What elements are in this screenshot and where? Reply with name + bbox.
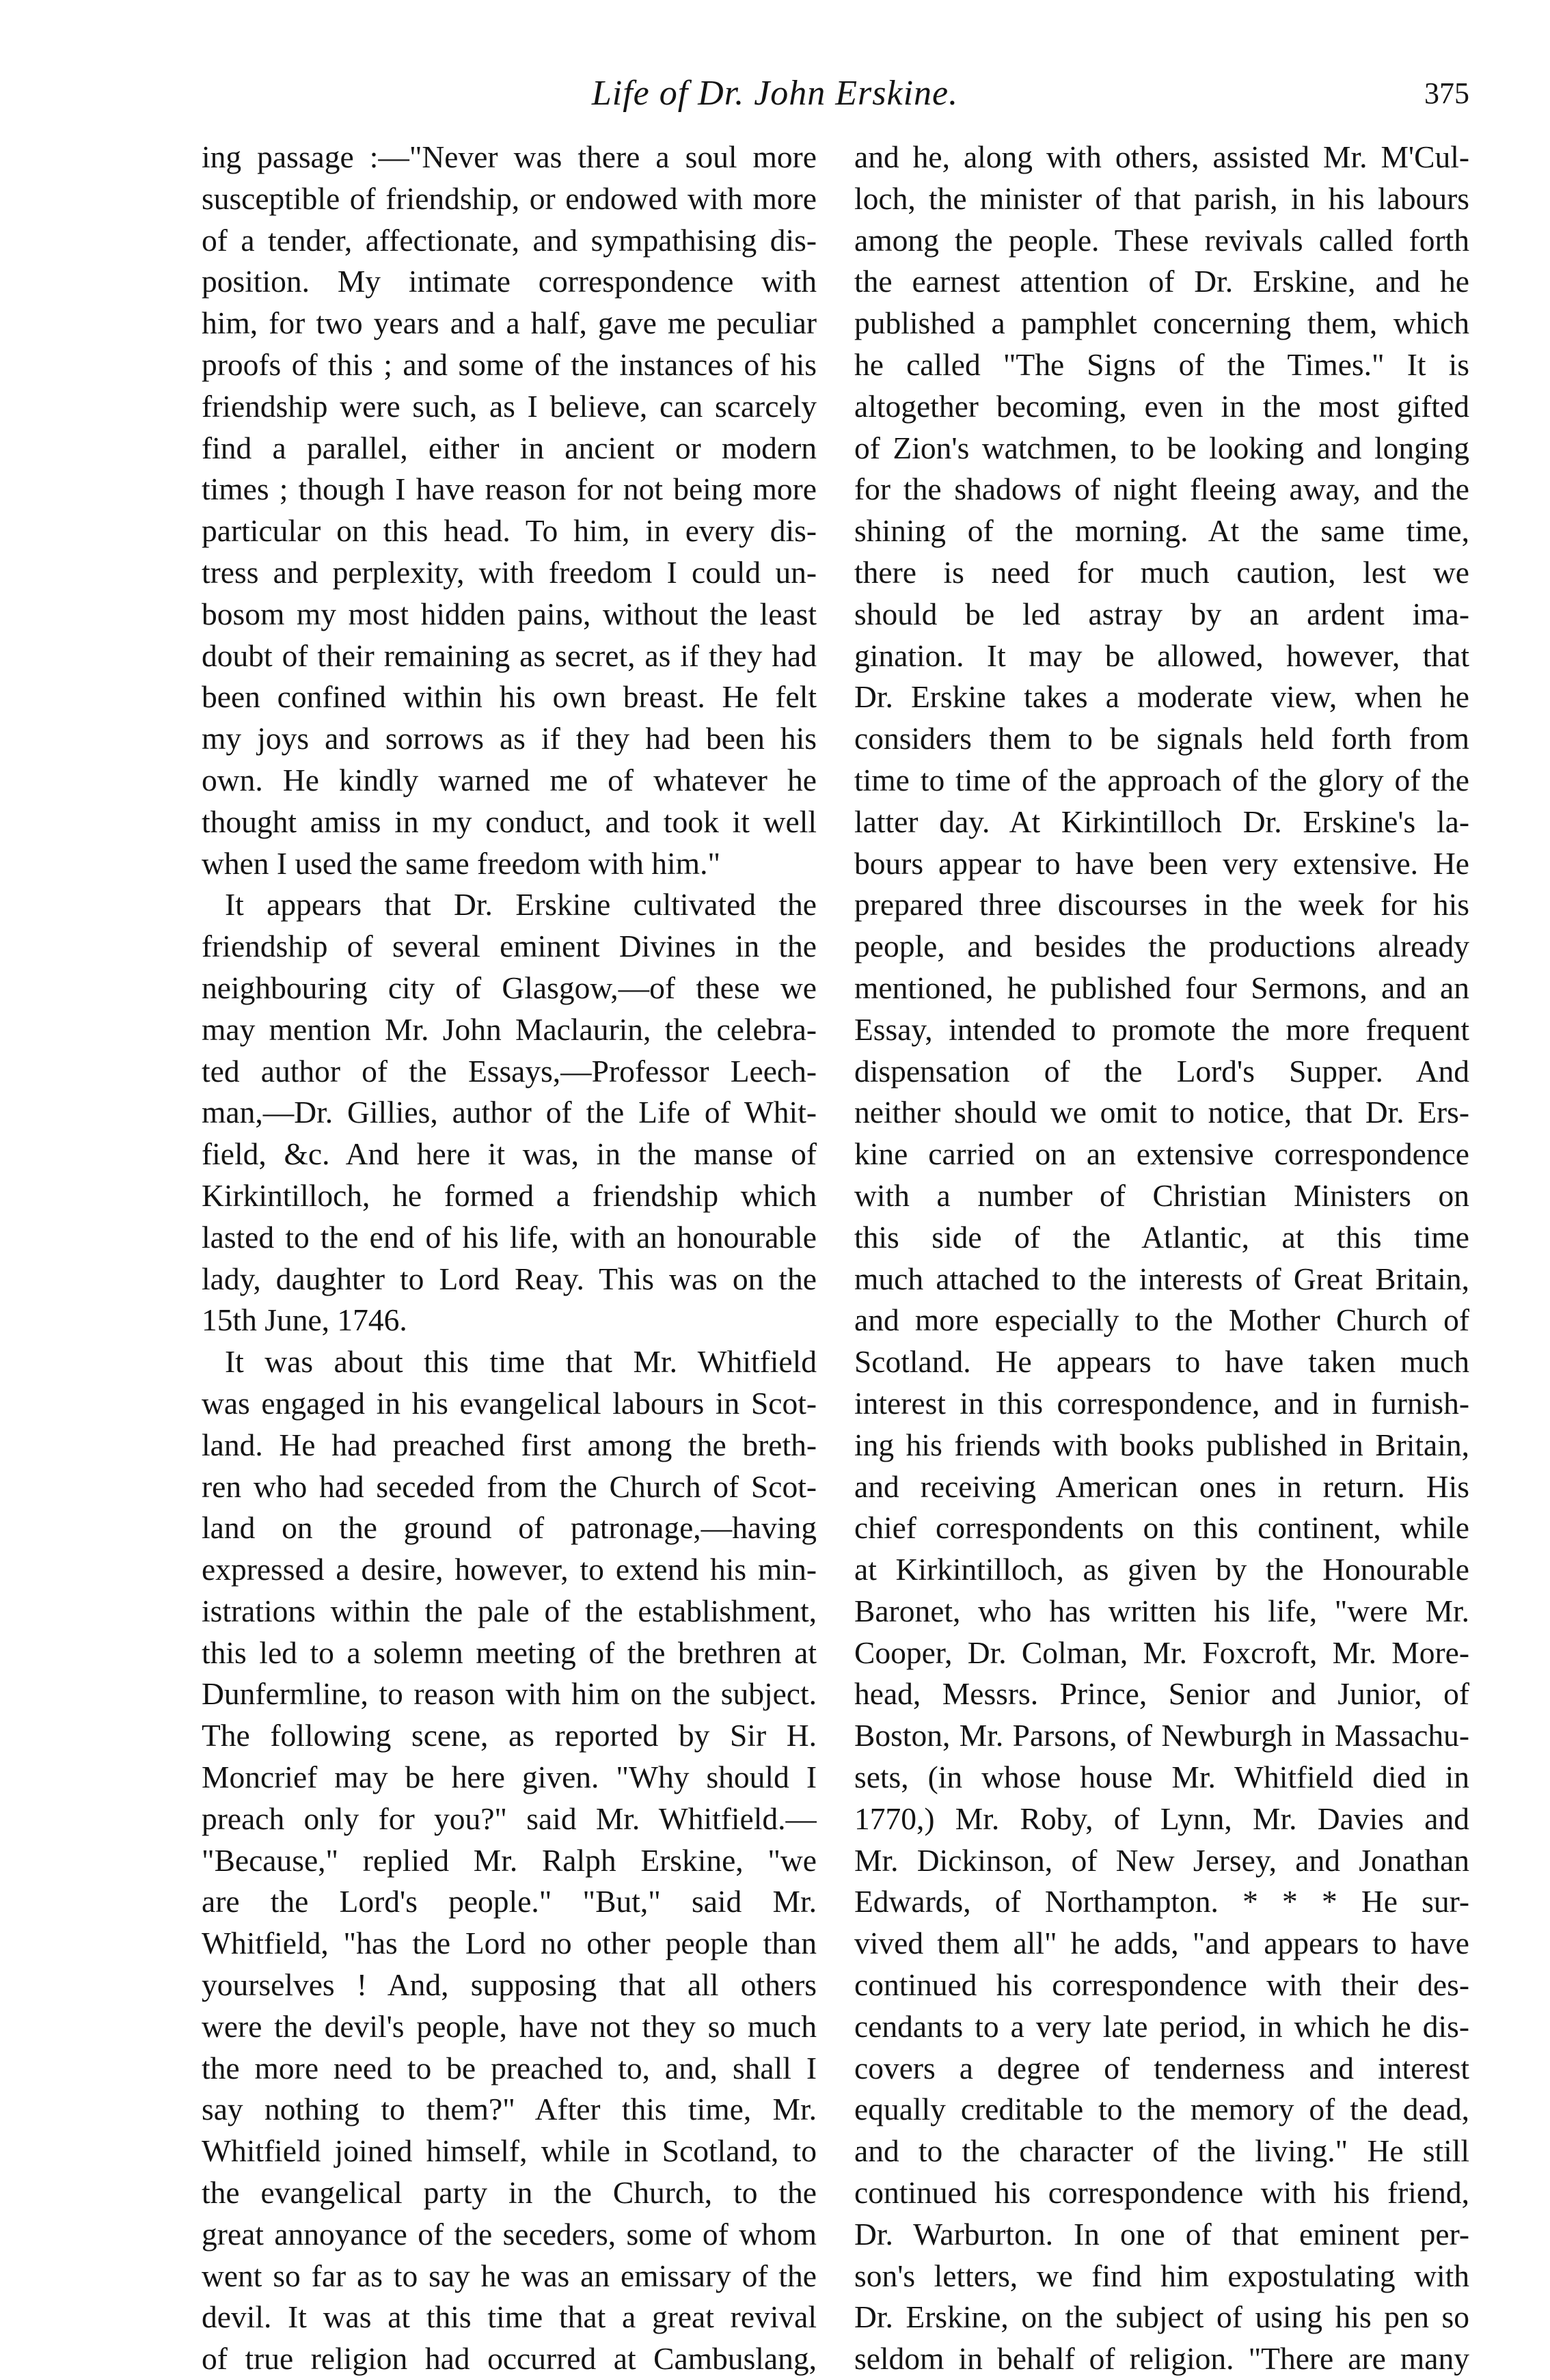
text-line: susceptible of friendship, or endowed with more [202,180,817,216]
text-line: for the shadows of night fleeing away, and the [854,471,1469,507]
text-line: among the people. These revivals called forth [854,222,1469,258]
text-line: the evangelical party in the Church, to the [202,2175,817,2211]
text-line: should be led astray by an ardent ima- [854,596,1469,631]
text-line: cendants to a very late period, in which he dis- [854,2008,1469,2044]
text-line: Dr. Warburton. In one of that eminent per- [854,2216,1469,2252]
text-line: Moncrief may be here given. "Why should I [202,1760,817,1795]
text-line: man,—Dr. Gillies, author of the Life of Whit- [202,1095,817,1130]
text-line: The following scene, as reported by Sir H. [202,1718,817,1753]
text-line: 1770,) Mr. Roby, of Lynn, Mr. Davies and [854,1801,1469,1836]
text-line: kine carried on an extensive correspondence [854,1136,1469,1172]
text-line: chief correspondents on this continent, while [854,1510,1469,1546]
text-line: were the devil's people, have not they so much [202,2008,817,2044]
text-line: ing passage :—"Never was there a soul more [202,139,817,174]
text-line: bours appear to have been very extensive. He [854,845,1469,881]
text-line: was engaged in his evangelical labours in Scot- [202,1385,817,1421]
text-line: ren who had seceded from the Church of Scot- [202,1468,817,1504]
text-line: published a pamphlet concerning them, which [854,305,1469,341]
text-line: him, for two years and a half, gave me peculiar [202,305,817,341]
text-line: Scotland. He appears to have taken much [854,1344,1469,1380]
text-line: this led to a solemn meeting of the brethren at [202,1634,817,1670]
text-line: great annoyance of the seceders, some of whom [202,2216,817,2252]
text-line: doubt of their remaining as secret, as if they had [202,638,817,673]
text-line: neither should we omit to notice, that Dr. Ers- [854,1095,1469,1130]
text-line: Edwards, of Northampton. * * * He sur- [854,1884,1469,1919]
text-line: proofs of this ; and some of the instances of his [202,346,817,382]
text-line: son's letters, we find him expostulating with [854,2258,1469,2293]
text-line: ted author of the Essays,—Professor Leech- [202,1053,817,1089]
text-line: when I used the same freedom with him." [202,845,721,881]
text-line: mentioned, he published four Sermons, and an [854,970,1469,1005]
text-line: say nothing to them?" After this time, Mr. [202,2092,817,2127]
text-line: 15th June, 1746. [202,1302,407,1338]
text-line: particular on this head. To him, in every dis- [202,513,817,549]
text-line: Cooper, Dr. Colman, Mr. Foxcroft, Mr. More- [854,1634,1469,1670]
text-line: may mention Mr. John Maclaurin, the celebra- [202,1011,817,1047]
text-line: Essay, intended to promote the more frequent [854,1011,1469,1047]
text-line: shining of the morning. At the same time, [854,513,1469,549]
text-line: prepared three discourses in the week for his [854,887,1469,922]
text-line: sets, (in whose house Mr. Whitfield died in [854,1760,1469,1795]
text-line: friendship of several eminent Divines in the [202,929,817,964]
text-line: of Zion's watchmen, to be looking and longing [854,430,1469,465]
text-line: friendship were such, as I believe, can scarcely [202,388,817,424]
running-title: Life of Dr. John Erskine. [591,74,959,113]
text-line: equally creditable to the memory of the dead, [854,2092,1469,2127]
text-line: vived them all" he adds, "and appears to have [854,1926,1469,1961]
text-line: It was about this time that Mr. Whitfield [225,1344,817,1380]
text-line: devil. It was at this time that a great revival [202,2299,817,2335]
text-line: time to time of the approach of the glory of the [854,762,1469,797]
text-line: and he, along with others, assisted Mr. M'Cul- [854,139,1469,174]
page-header [0,63,1550,124]
text-line: altogether becoming, even in the most gifted [854,388,1469,424]
text-line: are the Lord's people." "But," said Mr. [202,1884,817,1919]
text-line: times ; though I have reason for not being more [202,471,817,507]
text-line: find a parallel, either in ancient or modern [202,430,817,465]
text-line: gination. It may be allowed, however, that [854,638,1469,673]
text-line: the more need to be preached to, and, shall I [202,2050,817,2085]
text-line: Whitfield joined himself, while in Scotland, to [202,2133,817,2169]
left-text-column [202,137,817,2380]
text-line: Dr. Erskine takes a moderate view, when he [854,679,1469,715]
text-line: Baronet, who has written his life, "were Mr. [854,1593,1469,1628]
text-line: lasted to the end of his life, with an honourable [202,1219,817,1255]
text-line: preach only for you?" said Mr. Whitfield.— [202,1801,817,1836]
text-line: Dunfermline, to reason with him on the subject. [202,1676,817,1712]
text-line: land. He had preached first among the breth- [202,1427,817,1462]
text-line: expressed a desire, however, to extend his min- [202,1552,817,1587]
text-line: land on the ground of patronage,—having [202,1510,817,1546]
page-number: 375 [1424,77,1469,110]
text-line: and to the character of the living." He still [854,2133,1469,2169]
text-line: covers a degree of tenderness and interest [854,2050,1469,2085]
text-line: my joys and sorrows as if they had been his [202,721,817,756]
text-line: considers them to be signals held forth from [854,721,1469,756]
text-line: Whitfield, "has the Lord no other people than [202,1926,817,1961]
text-line: he called "The Signs of the Times." It is [854,346,1469,382]
text-line: been confined within his own breast. He felt [202,679,817,715]
text-line: head, Messrs. Prince, Senior and Junior, of [854,1676,1469,1712]
text-line: istrations within the pale of the establishment, [202,1593,817,1628]
text-line: continued his correspondence with their des- [854,1967,1469,2003]
text-line: Kirkintilloch, he formed a friendship which [202,1177,817,1213]
text-line: latter day. At Kirkintilloch Dr. Erskine's la- [854,804,1469,839]
text-line: dispensation of the Lord's Supper. And [854,1053,1469,1089]
text-line: lady, daughter to Lord Reay. This was on the [202,1261,817,1296]
text-line: Boston, Mr. Parsons, of Newburgh in Massachu- [854,1718,1469,1753]
text-line: of a tender, affectionate, and sympathising dis- [202,222,817,258]
text-line: and more especially to the Mother Church of [854,1302,1469,1338]
text-line: ing his friends with books published in Britain, [854,1427,1469,1462]
text-line: "Because," replied Mr. Ralph Erskine, "we [202,1842,817,1878]
text-line: field, &c. And here it was, in the manse of [202,1136,817,1172]
text-line: with a number of Christian Ministers on [854,1177,1469,1213]
text-line: continued his correspondence with his friend, [854,2175,1469,2211]
text-line: and receiving American ones in return. His [854,1468,1469,1504]
text-line: position. My intimate correspondence with [202,264,817,299]
right-text-column [854,137,1469,2380]
text-line: Mr. Dickinson, of New Jersey, and Jonathan [854,1842,1469,1878]
text-line: seldom in behalf of religion. "There are many [854,2341,1469,2377]
text-line: tress and perplexity, with freedom I could un- [202,554,817,590]
text-line: yourselves ! And, supposing that all others [202,1967,817,2003]
text-line: It appears that Dr. Erskine cultivated the [225,887,817,922]
text-line: much attached to the interests of Great Britain, [854,1261,1469,1296]
text-line: this side of the Atlantic, at this time [854,1219,1469,1255]
text-line: bosom my most hidden pains, without the least [202,596,817,631]
text-line: own. He kindly warned me of whatever he [202,762,817,797]
text-line: of true religion had occurred at Cambuslang, [202,2341,817,2377]
text-line: thought amiss in my conduct, and took it well [202,804,817,839]
text-line: the earnest attention of Dr. Erskine, and he [854,264,1469,299]
text-line: neighbouring city of Glasgow,—of these we [202,970,817,1005]
text-line: people, and besides the productions already [854,929,1469,964]
text-line: Dr. Erskine, on the subject of using his pen so [854,2299,1469,2335]
text-line: interest in this correspondence, and in furnish- [854,1385,1469,1421]
text-line: there is need for much caution, lest we [854,554,1469,590]
text-line: went so far as to say he was an emissary of the [202,2258,817,2293]
text-line: at Kirkintilloch, as given by the Honourable [854,1552,1469,1587]
text-line: loch, the minister of that parish, in his labours [854,180,1469,216]
